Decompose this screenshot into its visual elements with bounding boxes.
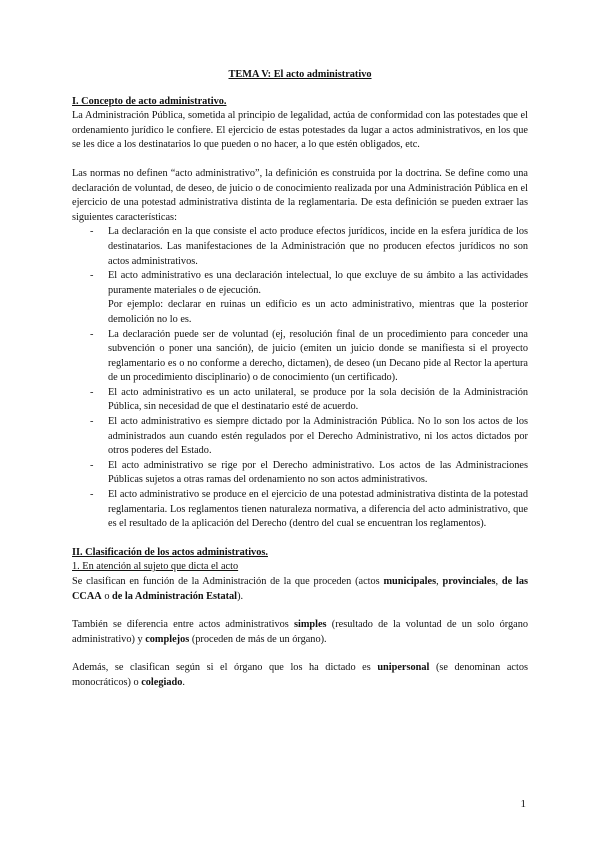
section-2-paragraph-2: También se diferencia entre actos administrativos simples (resultado de la voluntad de un solo órgano administrativo) y complejos (proceden de más de un órgano). <box>72 619 528 645</box>
document-page <box>72 68 528 691</box>
subsection-1-heading: 1. En atención al sujeto que dicta el acto <box>72 561 239 573</box>
section-1-heading: I. Concepto de acto administrativo. <box>72 95 227 107</box>
list-item-example: Por ejemplo: declarar en ruinas un edificio es un acto administrativo, mientras que la posterior demolición no lo es. <box>108 299 528 325</box>
list-item: - La declaración en la que consiste el acto produce efectos jurídicos, incide en la esfera jurídica de los destinatarios. Las manifestaciones de la Administración que no producen efectos jurídicos no son actos administrativos. <box>108 225 528 269</box>
section-1-paragraph-1: La Administración Pública, sometida al principio de legalidad, actúa de conformidad con las potestades que el ordenamiento jurídico le confiere. El ejercicio de estas potestades da lugar a actos administrativos, en los que se les dice a los destinatarios lo que pueden o no hacer, a lo que estén obligados, etc. <box>72 110 528 151</box>
document-title: TEMA V: El acto administrativo <box>228 69 372 80</box>
list-item: - El acto administrativo es siempre dictado por la Administración Pública. No lo son los actos de los administrados aun cuando estén regulados por el Derecho Administrativo, ni los actos dictados por otros poderes del Estado. <box>108 415 528 459</box>
list-item: - El acto administrativo se produce en el ejercicio de una potestad administrativa distinta de la potestad reglamentaria. Los reglamentos tienen naturaleza normativa, a diferencia del acto administrativo, que es el resultado de la aplicación del Derecho (dentro del cual se encuentran los reglamentos). <box>108 488 528 532</box>
characteristics-list <box>72 225 528 531</box>
section-1-paragraph-2: Las normas no definen “acto administrativo”, la definición es construida por la doctrina. Se define como una declaración de voluntad, de deseo, de juicio o de conocimiento realizada por una Administración Pública en el ejercicio de una potestad administrativa distinta de la reglamentaria. De esta definición se pueden extraer las siguientes características: <box>72 167 528 223</box>
section-2-paragraph-1: Se clasifican en función de la Administración de la que proceden (actos municipales, provinciales, de las CCAA o de la Administración Estatal). <box>72 576 528 602</box>
list-item: - El acto administrativo se rige por el Derecho administrativo. Los actos de las Administraciones Públicas sujetos a otras ramas del ordenamiento no son actos administrativos. <box>108 459 528 488</box>
section-2-heading: II. Clasificación de los actos administrativos. <box>72 546 268 558</box>
section-2-paragraph-3: Además, se clasifican según si el órgano que los ha dictado es unipersonal (se denominan actos monocráticos) o colegiado. <box>72 662 528 688</box>
list-item: - La declaración puede ser de voluntad (ej, resolución final de un procedimiento para conceder una subvención o poner una sanción), de juicio (emiten un juicio donde se manifiesta si el proyecto reglamentario es o no conforme a derecho, dictamen), de deseo (un Decano pide al Rector la apertura de un procedimiento disciplinario) o de conocimiento (un certificado). <box>108 328 528 386</box>
list-item: - El acto administrativo es un acto unilateral, se produce por la sola decisión de la Administración Pública, sin necesidad de que el destinatario esté de acuerdo. <box>108 386 528 415</box>
page-number: 1 <box>520 798 526 810</box>
list-item: - El acto administrativo es una declaración intelectual, lo que excluye de su ámbito a las actividades puramente materiales o de ejecución. Por ejemplo: declarar en ruinas un edificio es un acto administrativo, mientras que la posterior demolición no lo es. <box>108 269 528 327</box>
